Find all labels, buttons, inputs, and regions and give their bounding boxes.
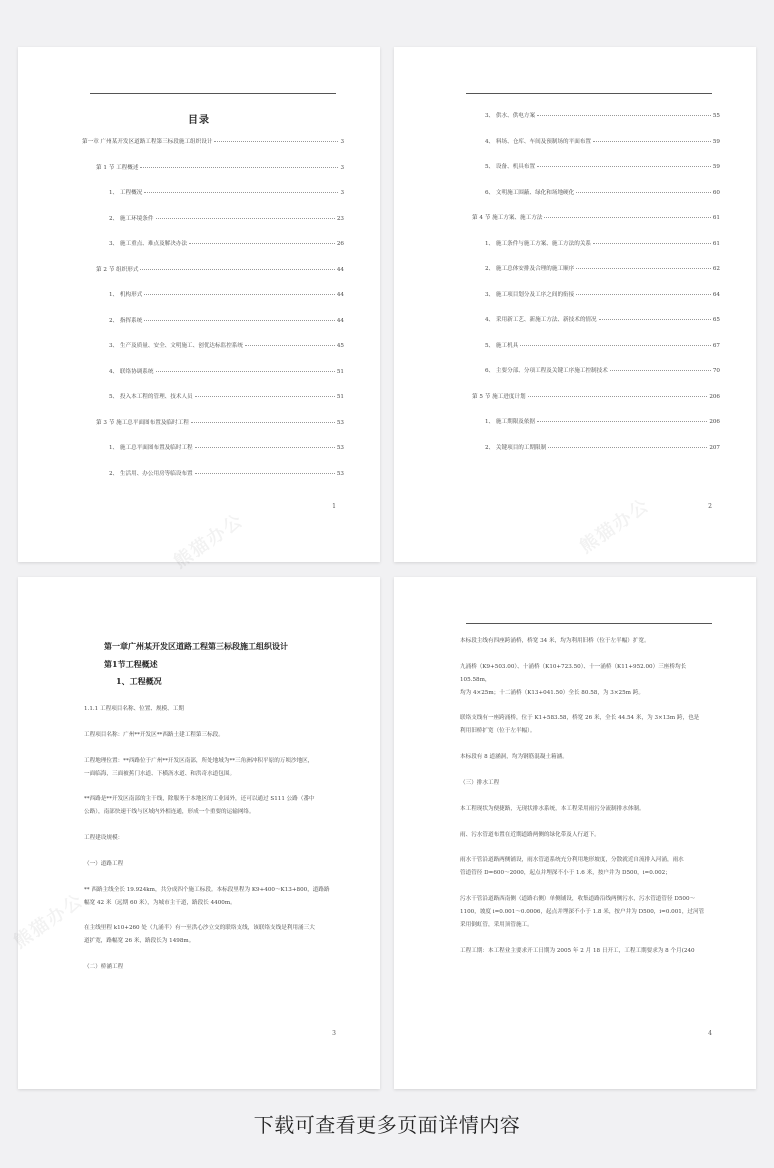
- toc-leader-dots: [528, 396, 708, 397]
- paragraph-line: 工程工期：本工程业主要求开工日期为 2005 年 2 月 18 日开工，工程工期要求为 8 个月(240: [460, 947, 695, 954]
- toc-entry[interactable]: [458, 162, 720, 188]
- paragraph-line: 工程项目名称：广州**开发区**西路土建工程第三标段。: [84, 731, 224, 738]
- subsection-heading: 1、工程概况: [116, 676, 162, 686]
- toc-leader-dots: [537, 166, 711, 167]
- toc-entry[interactable]: [458, 315, 720, 341]
- toc-leader-dots: [548, 447, 707, 448]
- toc-entry-text: 2、 施工总体安排及合理的施工顺序: [485, 266, 575, 272]
- toc-entry[interactable]: [458, 188, 720, 214]
- toc-page-number: 59: [712, 138, 720, 145]
- paragraph-line: 公路），南部快速干线与区域内外相连通，形成一个重要的运输网络。: [84, 809, 255, 816]
- toc-leader-dots: [195, 473, 335, 474]
- toc-page-number: 26: [336, 241, 344, 247]
- table-of-contents: [458, 111, 720, 468]
- toc-entry[interactable]: [458, 290, 720, 316]
- toc-leader-dots: [576, 294, 711, 295]
- toc-entry-text: 第一章 广州某开发区道路工程第三标段施工组织设计: [82, 139, 213, 145]
- toc-entry-text: 1、 机构形式: [109, 292, 143, 298]
- toc-leader-dots: [144, 294, 335, 295]
- toc-leader-dots: [520, 345, 711, 346]
- toc-entry[interactable]: [82, 341, 344, 367]
- chapter-heading: 第一章广州某开发区道路工程第三标段施工组织设计: [104, 641, 288, 651]
- paragraph-line: （二）桥涵工程: [84, 964, 124, 970]
- toc-entry[interactable]: [82, 290, 344, 316]
- header-rule: [466, 623, 712, 624]
- toc-page-number: 23: [336, 215, 344, 222]
- toc-entry-text: 第 5 节 施工进度计划: [472, 393, 526, 400]
- toc-entry[interactable]: [82, 443, 344, 469]
- toc-page-number: 62: [712, 266, 720, 272]
- paragraph-line: 1100，坡度 i=0.001～0.0006，起点并埋深不小于 1.8 米，按户井为 D500，i=0.001，过河管: [460, 908, 705, 915]
- toc-page-number: 3: [340, 139, 344, 145]
- toc-page-number: 206: [709, 393, 720, 400]
- toc-leader-dots: [537, 115, 711, 116]
- page-number: 4: [708, 1030, 712, 1037]
- table-of-contents: [82, 137, 344, 494]
- paragraph-line: 雨、污水管道布置在近期道路两侧的绿化带及人行道下。: [460, 831, 600, 838]
- page-number: 3: [332, 1030, 336, 1037]
- toc-page-number: 45: [336, 343, 344, 349]
- toc-entry-text: 2、 关键项目的工期限制: [485, 444, 547, 451]
- toc-entry[interactable]: [458, 366, 720, 392]
- toc-entry-text: 第 1 节 工程概述: [96, 164, 139, 171]
- header-rule: [466, 93, 712, 94]
- toc-entry[interactable]: [458, 213, 720, 239]
- page-number: 2: [708, 503, 712, 510]
- toc-entry-text: 5、 投入本工程的管理、技术人员: [109, 394, 193, 400]
- toc-entry-text: 1、 工程概况: [109, 190, 143, 196]
- toc-leader-dots: [576, 192, 711, 193]
- toc-entry-text: 3、 供水、供电方案: [485, 113, 536, 119]
- toc-entry-text: 5、 施工机具: [485, 342, 519, 349]
- paragraph-line: 本工程现状为便捷路，无现状排水系统，本工程采用雨污分流制排水体制。: [460, 805, 645, 812]
- toc-leader-dots: [593, 243, 711, 244]
- toc-page-number: 67: [712, 342, 720, 349]
- paragraph-line: （一）道路工程: [84, 860, 124, 867]
- toc-entry-text: 6、 文明施工围蔽、绿化和场地硬化: [485, 189, 575, 196]
- toc-entry-text: 第 3 节 施工总平面图布置及临时工程: [96, 419, 189, 426]
- document-page-1: [18, 47, 380, 573]
- toc-leader-dots: [140, 167, 338, 168]
- toc-leader-dots: [195, 396, 335, 397]
- toc-leader-dots: [191, 422, 335, 423]
- toc-leader-dots: [140, 269, 334, 270]
- toc-entry[interactable]: [458, 443, 720, 469]
- toc-page-number: 3: [340, 190, 344, 196]
- paragraph-line: ** 西路主线全长 19.924km，共分成四个施工标段。本标段里程为 K9+400～K13+800，道路路: [84, 886, 330, 893]
- watermark: 熊猫办公: [170, 509, 248, 573]
- toc-entry[interactable]: [82, 265, 344, 291]
- toc-page-number: 64: [712, 291, 720, 298]
- toc-leader-dots: [156, 371, 335, 372]
- toc-page-number: 44: [336, 292, 344, 298]
- toc-entry-text: 1、 施工总平面图布置及临时工程: [109, 445, 193, 451]
- toc-entry[interactable]: [82, 469, 344, 495]
- paragraph-line: 幅宽 42 米（远期 60 米），为城市主干道，路段长 4400m。: [84, 899, 236, 906]
- paragraph-line: 在主线里程 k10+260 处（九涌半）有一至洪心沙立交的联络支线，该联络支线是利用涌三大: [84, 925, 315, 932]
- toc-leader-dots: [195, 447, 335, 448]
- toc-leader-dots: [576, 268, 711, 269]
- toc-page-number: 44: [336, 266, 344, 273]
- toc-entry[interactable]: [82, 367, 344, 393]
- paragraph-line: 污水干管沿道路西南侧（道路右侧）单侧铺设，收集道路沿线两侧污水，污水管道管径 D500～: [460, 896, 696, 902]
- toc-page-number: 53: [336, 419, 344, 426]
- paragraph-line: 工程建设规模：: [84, 835, 124, 841]
- toc-leader-dots: [610, 370, 711, 371]
- toc-entry[interactable]: [82, 214, 344, 240]
- toc-entry[interactable]: [458, 392, 720, 418]
- toc-entry[interactable]: [458, 417, 720, 443]
- paragraph-line: 九涌桥（K9+503.00）、十涌桥（K10+723.50）、十一涌桥（K11+952.00）三座桥均长 105.58m，: [460, 663, 687, 683]
- toc-entry[interactable]: [82, 163, 344, 189]
- section-heading: 第1节工程概述: [104, 659, 158, 669]
- toc-page-number: 53: [336, 445, 344, 451]
- toc-leader-dots: [189, 243, 335, 244]
- toc-entry[interactable]: [458, 137, 720, 163]
- toc-page-number: 3: [340, 164, 344, 171]
- download-caption[interactable]: 下载可查看更多页面详情内容: [253, 1113, 521, 1137]
- toc-page-number: 60: [712, 189, 720, 196]
- toc-entry-text: 1、 施工条件与施工方案、施工方法的关系: [485, 240, 592, 247]
- toc-entry-text: 3、 施工项目划分及工序之间的衔接: [485, 291, 575, 298]
- body-text: [460, 635, 712, 958]
- toc-entry-text: 第 4 节 施工方案、施工方法: [472, 215, 543, 221]
- watermark: 熊猫办公: [576, 494, 654, 558]
- paragraph-line: 工程地理位置：**西路位于广州**开发区南部，所处地域为**三角洲冲积平原的万顷沙地区，: [84, 757, 314, 764]
- toc-entry-text: 1、 施工期限及依据: [485, 419, 536, 425]
- toc-page-number: 207: [709, 444, 720, 451]
- toc-leader-dots: [144, 192, 338, 193]
- toc-leader-dots: [537, 421, 707, 422]
- toc-leader-dots: [593, 141, 711, 142]
- toc-page-number: 206: [709, 419, 720, 425]
- body-text: [84, 703, 336, 974]
- paragraph-line: 本标段主线有四座跨涌桥，桥宽 34 米，均为利用旧桥（位于左半幅）扩宽。: [460, 638, 650, 644]
- toc-page-number: 65: [712, 317, 720, 323]
- toc-entry-text: 4、 料场、仓库、车间及预制场的平面布置: [485, 138, 592, 145]
- toc-page-number: 53: [336, 470, 344, 477]
- toc-leader-dots: [245, 345, 335, 346]
- toc-entry[interactable]: [82, 239, 344, 265]
- toc-page-number: 55: [712, 113, 720, 119]
- paragraph-line: （三）排水工程: [460, 779, 500, 786]
- toc-page-number: 70: [712, 368, 720, 374]
- paragraph-line: 1.1.1 工程项目名称、位置、规模、工期: [84, 706, 184, 712]
- toc-entry[interactable]: [82, 188, 344, 214]
- toc-entry-text: 2、 施工环境条件: [109, 215, 154, 222]
- toc-leader-dots: [214, 141, 338, 142]
- toc-page-number: 51: [336, 368, 344, 375]
- paragraph-line: **西路是**开发区南部的主干线，除服务于本地区的工业园外，还可以通过 S111 公路（番中: [84, 796, 315, 803]
- toc-entry-text: 4、 采用新工艺、新施工方法、新技术的情况: [485, 317, 597, 323]
- toc-entry-text: 6、 主要分部、分项工程及关键工序施工控制技术: [485, 368, 608, 374]
- toc-entry-text: 5、 设备、机具布置: [485, 164, 536, 170]
- toc-entry[interactable]: [82, 137, 344, 163]
- paragraph-line: 联络支线有一座跨涌桥，位于 K1+583.58，桥宽 26 米，全长 44.54 米，为 3×13m 跨，也是: [460, 715, 700, 722]
- paragraph-line: 采用倒虹管，采用顶管施工。: [460, 921, 533, 928]
- toc-entry-text: 3、 生产及质量、安全、文明施工、创优达标监控系统: [109, 343, 243, 349]
- toc-page-number: 44: [336, 317, 344, 324]
- toc-page-number: 51: [336, 394, 344, 400]
- toc-entry-text: 2、 指挥系统: [109, 317, 143, 324]
- document-page-2: [394, 47, 756, 562]
- toc-leader-dots: [544, 217, 710, 218]
- document-page-3: [10, 577, 380, 1089]
- toc-entry[interactable]: [82, 418, 344, 444]
- toc-entry-text: 第 2 节 组织形式: [96, 266, 139, 273]
- toc-entry[interactable]: [82, 392, 344, 418]
- toc-leader-dots: [156, 218, 335, 219]
- toc-entry-text: 3、 施工重点、难点及解决办法: [109, 241, 188, 247]
- toc-page-number: 61: [712, 240, 720, 247]
- page-number: 1: [332, 503, 336, 510]
- watermark: 熊猫办公: [10, 889, 88, 953]
- toc-entry-text: 4、 联络协调系统: [109, 368, 154, 375]
- header-rule: [90, 93, 336, 94]
- paragraph-line: 利用旧桥扩宽（位于左半幅）。: [460, 728, 536, 735]
- paragraph-line: 一面临海，三面被蕉门水道、下横沥水道、和洪奇水道包围。: [84, 770, 236, 777]
- toc-entry-text: 2、 生活用、办公用房等临设布置: [109, 470, 193, 477]
- toc-title: 目录: [188, 115, 210, 126]
- paragraph-line: 道扩宽，路幅宽 26 米，路段长为 1498m。: [84, 938, 195, 945]
- toc-leader-dots: [144, 320, 335, 321]
- document-page-4: [394, 577, 756, 1089]
- toc-entry[interactable]: [82, 316, 344, 342]
- toc-leader-dots: [599, 319, 711, 320]
- toc-entry[interactable]: [458, 264, 720, 290]
- toc-entry[interactable]: [458, 111, 720, 137]
- paragraph-line: 均为 4×25m；十二涌桥（K13+041.50）全长 80.58，为 3×25m 跨。: [460, 689, 644, 696]
- paragraph-line: 管道管径 D=600～2000，起点并埋深不小于 1.6 米，按户井为 D500，i=0.002；: [460, 870, 671, 877]
- toc-page-number: 59: [712, 164, 720, 170]
- paragraph-line: 本标段有 8 道涵洞，均为钢筋混凝土箱涵。: [460, 754, 568, 761]
- toc-entry[interactable]: [458, 341, 720, 367]
- paragraph-line: 雨水干管沿道路两侧铺设，雨水管道系统充分利用地形坡度，分散就近自流排入河涌，雨水: [460, 857, 684, 864]
- toc-entry[interactable]: [458, 239, 720, 265]
- toc-page-number: 61: [712, 215, 720, 221]
